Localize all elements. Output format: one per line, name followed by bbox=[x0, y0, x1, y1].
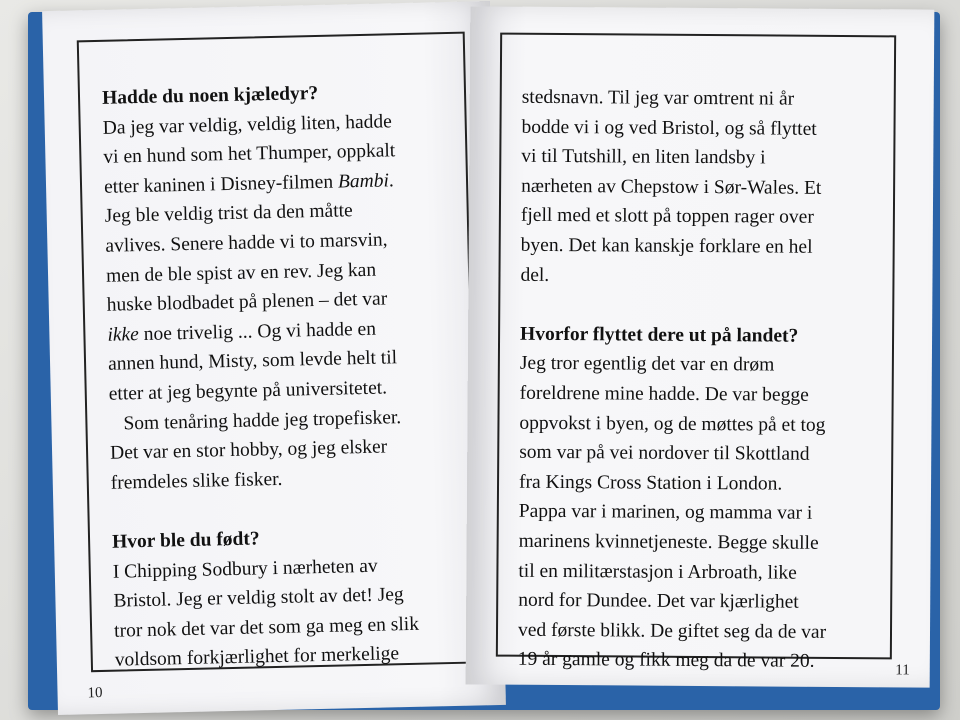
text-line: men de ble spist av en rev. Jeg kan bbox=[105, 259, 377, 287]
text-line: del. bbox=[520, 264, 550, 286]
text-run: etter kaninen i Disney-filmen bbox=[103, 171, 339, 198]
text-line: foreldrene mine hadde. De var begge bbox=[519, 382, 809, 406]
text-line: vi en hund som het Thumper, oppkalt bbox=[103, 140, 396, 169]
text-line: ved første blikk. De giftet seg da de var bbox=[517, 619, 827, 643]
right-page-text bbox=[518, 83, 882, 677]
text-line: fjell med et slott på toppen rager over bbox=[520, 205, 814, 229]
heading-move-countryside: Hvorfor flyttet dere ut på landet? bbox=[520, 323, 799, 347]
text-run: noe trivelig ... Og vi hadde en bbox=[138, 318, 377, 345]
text-line: avlives. Senere hadde vi to marsvin, bbox=[105, 229, 388, 257]
page-number-right: 11 bbox=[895, 662, 910, 679]
italic-word: ikke bbox=[107, 323, 140, 346]
text-line: vi til Tutshill, en liten landsby i bbox=[521, 145, 766, 169]
heading-pets: Hadde du noen kjæledyr? bbox=[101, 82, 319, 109]
text-line: som var på vei nordover til Skottland bbox=[519, 441, 810, 465]
text-line: tror nok det var det som ga meg en slik bbox=[113, 613, 420, 642]
text-line: byen. Det kan kanskje forklare en hel bbox=[520, 234, 813, 258]
heading-birthplace: Hvor ble du født? bbox=[111, 528, 260, 553]
text-line: voldsom forkjærlighet for merkelige bbox=[114, 643, 400, 671]
text-line: annen hund, Misty, som levde helt til bbox=[107, 347, 398, 376]
paragraph-gap bbox=[520, 290, 880, 322]
text-line: Som tenåring hadde jeg tropefisker. bbox=[123, 406, 402, 434]
text-line: Det var en stor hobby, og jeg elsker bbox=[109, 436, 388, 464]
page-number-left: 10 bbox=[87, 684, 103, 702]
text-line: 19 år gamle og fikk meg da de var 20. bbox=[517, 649, 815, 673]
text-line: Jeg tror egentlig det var en drøm bbox=[519, 353, 775, 376]
text-line: stedsnavn. Til jeg var omtrent ni år bbox=[521, 86, 795, 110]
text-line: nærheten av Chepstow i Sør-Wales. Et bbox=[521, 175, 822, 199]
right-page bbox=[466, 6, 935, 687]
text-line: til en militærstasjon i Arbroath, like bbox=[518, 560, 797, 584]
italic-title: Bambi bbox=[337, 170, 390, 193]
text-line: oppvokst i byen, og de møttes på et tog bbox=[519, 412, 826, 436]
text-line: marinens kvinnetjeneste. Begge skulle bbox=[518, 530, 819, 554]
text-run: . bbox=[388, 170, 394, 192]
text-line: Da jeg var veldig, veldig liten, hadde bbox=[102, 110, 393, 139]
text-line: Jeg ble veldig trist da den måtte bbox=[104, 200, 353, 228]
text-line: Bristol. Jeg er veldig stolt av det! Jeg bbox=[113, 584, 404, 612]
text-line: fremdeles slike fisker. bbox=[110, 468, 283, 494]
text-line: huske blodbadet på plenen – det var bbox=[106, 288, 388, 316]
text-line: I Chipping Sodbury i nærheten av bbox=[112, 555, 378, 583]
left-page-text bbox=[102, 76, 455, 675]
text-line: nord for Dundee. Det var kjærlighet bbox=[518, 589, 799, 613]
text-line: fra Kings Cross Station i London. bbox=[518, 471, 783, 495]
text-line: etter at jeg begynte på universitetet. bbox=[108, 377, 388, 405]
text-line: bodde vi i og ved Bristol, og så flyttet bbox=[521, 116, 817, 140]
text-line: Pappa var i marinen, og mamma var i bbox=[518, 501, 813, 525]
left-page bbox=[42, 1, 506, 715]
